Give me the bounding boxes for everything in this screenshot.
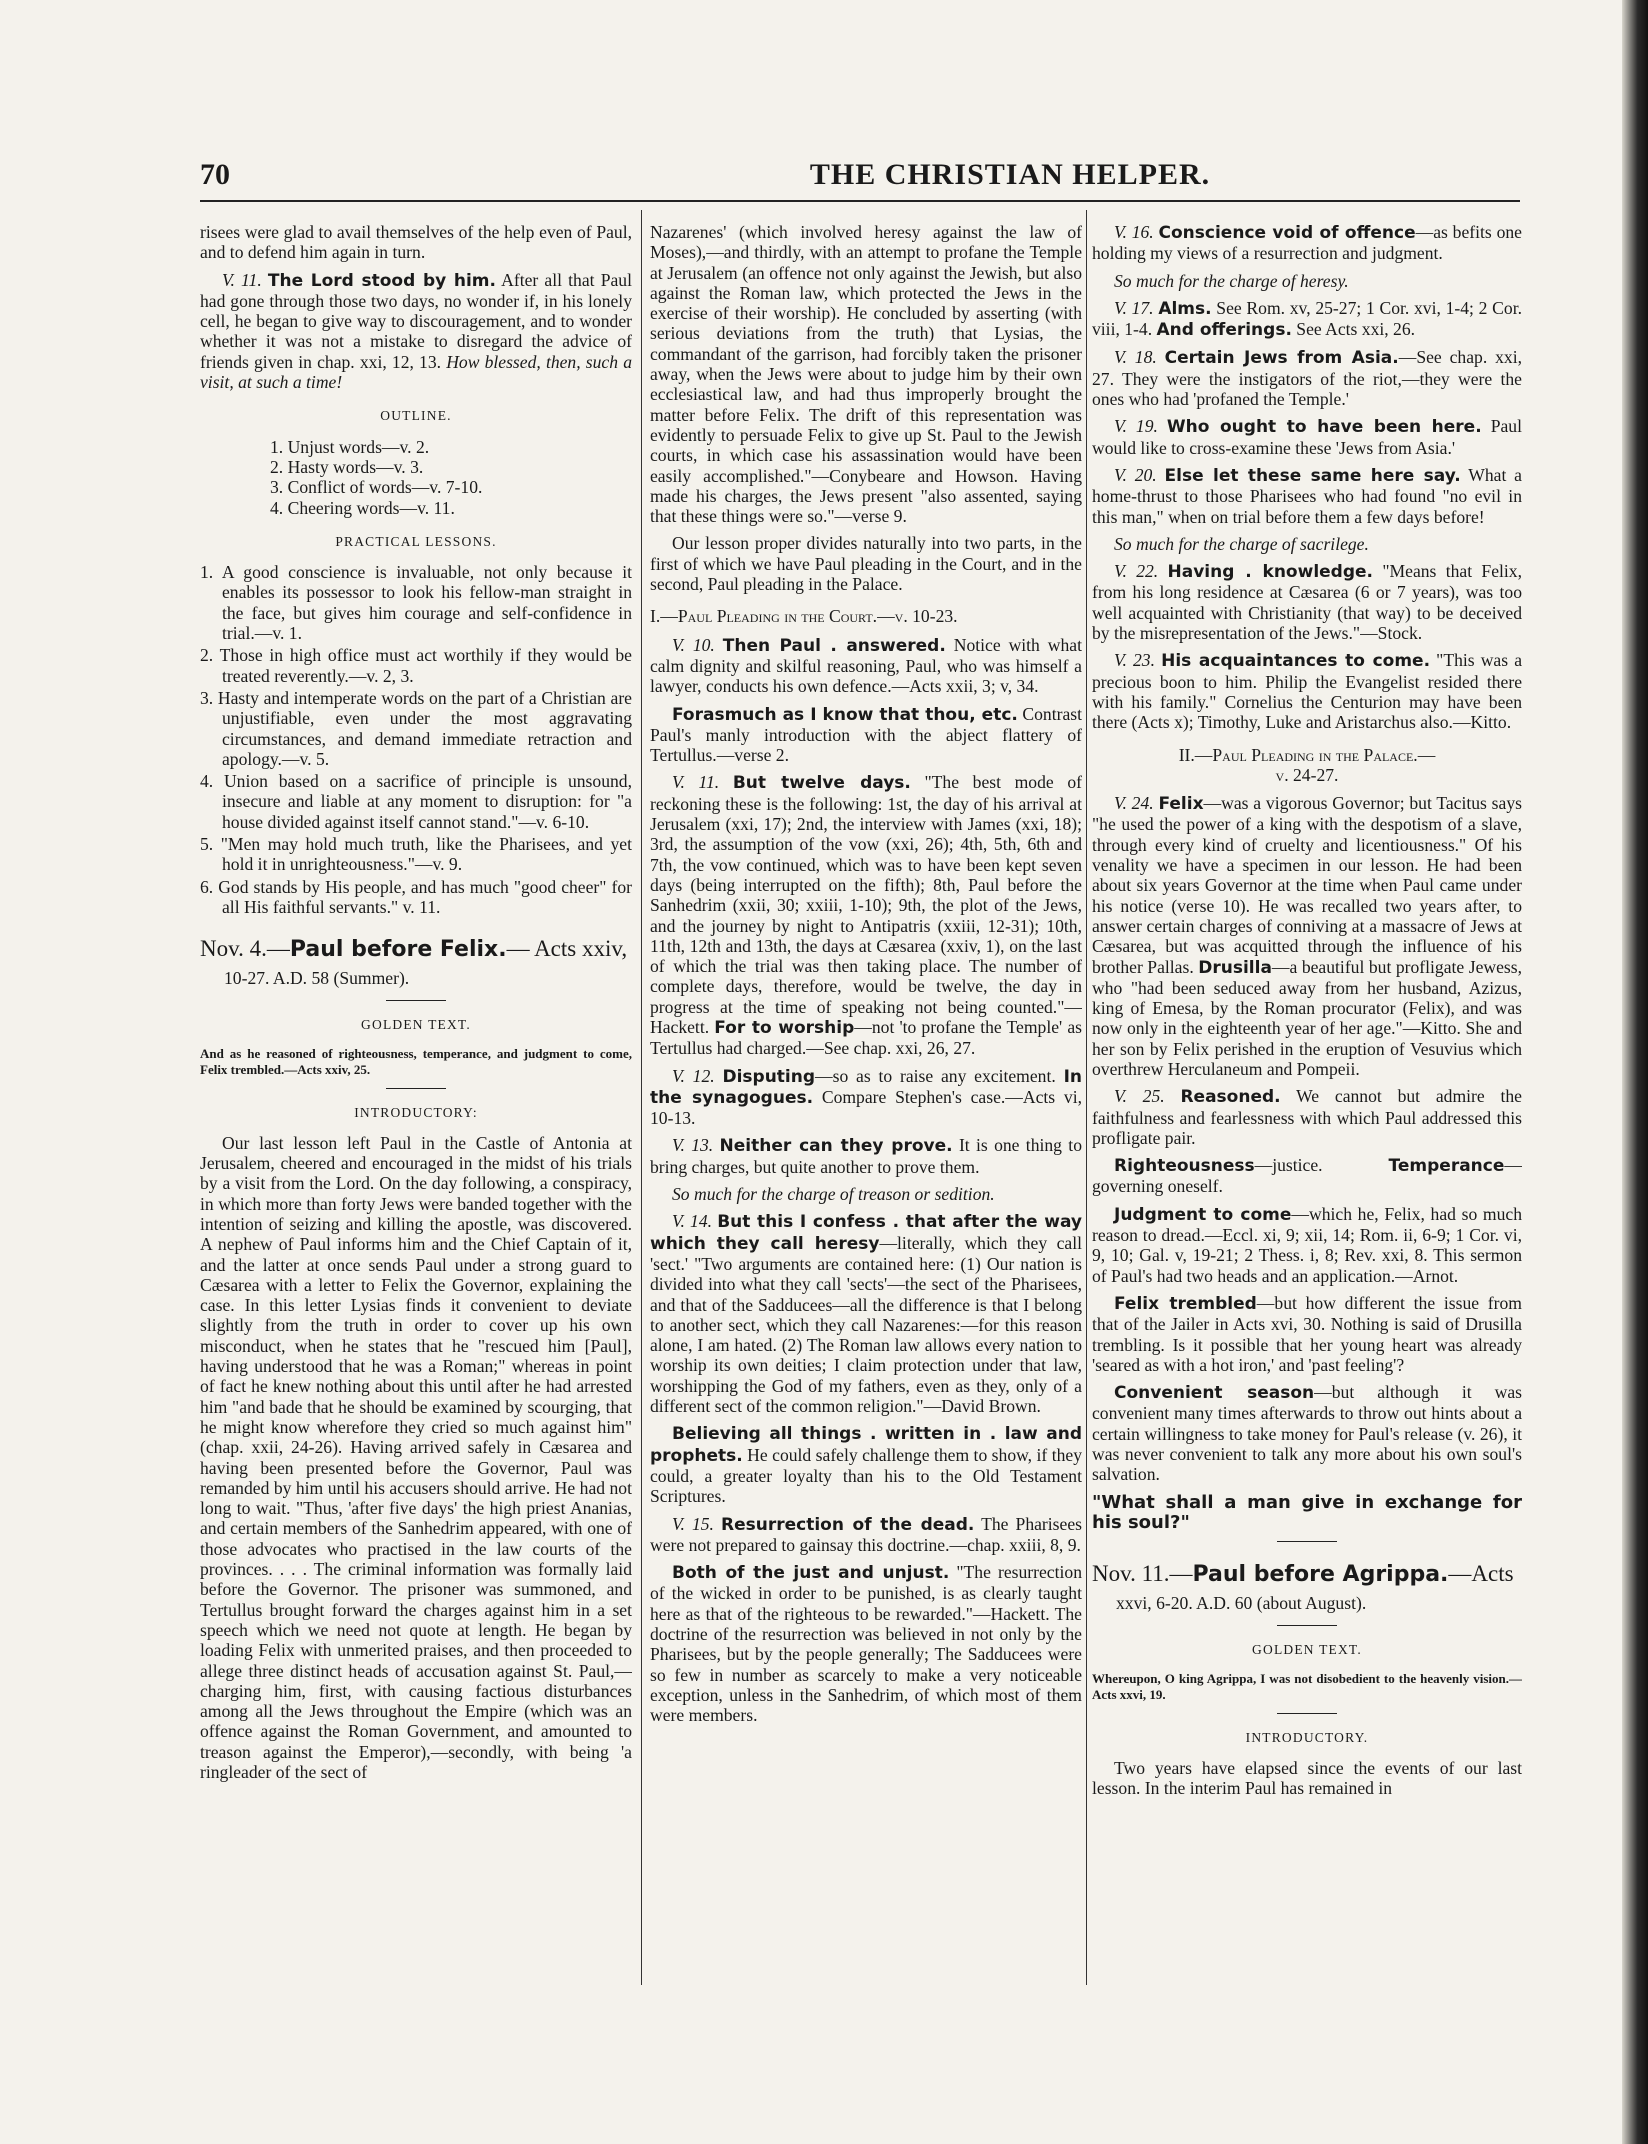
lesson-title: Nov. 11.—Paul before Agrippa.—Acts xxvi, 6-20. A.D. 60 (about August).	[1092, 1560, 1522, 1617]
column-left	[200, 222, 632, 1982]
golden-text: And as he reasoned of righteousness, temperance, and judgment to come, Felix trembled.—Acts xxiv, 25.	[200, 1045, 632, 1077]
list-item: 4. Cheering words—v. 11.	[270, 497, 455, 518]
paragraph: V. 13. Neither can they prove. It is one thing to bring charges, but quite another to prove them.	[650, 1135, 1082, 1177]
paragraph: V. 25. Reasoned. We cannot but admire the faithfulness and fearlessness with which Paul addressed this profligate pair.	[1092, 1086, 1522, 1148]
paragraph: V. 14. But this I confess . that after the way which they call heresy—literally, which they call 'sect.' "Two arguments are contained here: (1) Our nation is divided into what they call 'sects'—the sect of the Pharisees, and that of the Sadducees—all the difference is that I belong to another sect, which they call Nazarenes:—for this reason alone, I am hated. (2) The Roman law allows every nation to worship its own deities; I claim protection under that law, worshipping the God of my fathers, even as they, only of a different sect of the common religion."—David Brown.	[650, 1211, 1082, 1417]
paragraph: Forasmuch as I know that thou, etc. Contrast Paul's manly introduction with the abject flattery of Tertullus.—verse 2.	[650, 703, 1082, 766]
paragraph: V. 20. Else let these same here say. What a home-thrust to those Pharisees who had found "no evil in this man," when on trial before them a few days before!	[1092, 464, 1522, 527]
page-number: 70	[200, 158, 230, 191]
column-right	[1092, 222, 1522, 1982]
lesson-reference: xxvi, 6-20. A.D. 60 (about August).	[1116, 1593, 1367, 1614]
list-item: 4. Union based on a sacrifice of principle is unsound, insecure and liable at any moment to disruption: for "a house divided against itself cannot stand."—v. 6-10.	[200, 771, 632, 832]
paragraph: Both of the just and unjust. "The resurrection of the wicked in order to be punished, is as clearly taught here as that of the righteous to be rewarded."—Hackett. The doctrine of the resurrection was believed in not only by the Pharisees, but by the people generally; The Sadducees were so few in number as scarcely to make a very noticeable exception, unless in the Sanhedrim, of which most of them were members.	[650, 1562, 1082, 1726]
introductory-heading: INTRODUCTORY.	[1245, 1729, 1369, 1745]
lessons-heading: PRACTICAL LESSONS.	[335, 533, 497, 549]
divider	[386, 1088, 446, 1089]
paragraph: V. 23. His acquaintances to come. "This was a precious boon to him. Philip the Evangelist resided there with his family." Cornelius the Centurion may have been there (Acts x); Timothy, Luke and Aristarchus also.—Kitto.	[1092, 650, 1522, 733]
introductory-heading: INTRODUCTORY:	[354, 1104, 478, 1120]
list-item: 3. Conflict of words—v. 7-10.	[270, 477, 483, 498]
list-item: 1. A good conscience is invaluable, not only because it enables its possessor to look his fellow-man straight in the face, but gives him courage and self-confidence in trial.—v. 1.	[200, 562, 632, 644]
list-item: 2. Hasty words—v. 3.	[270, 456, 424, 477]
golden-text-heading: GOLDEN TEXT.	[1252, 1642, 1362, 1658]
paragraph: V. 24. Felix—was a vigorous Governor; but Tacitus says "he used the power of a king with the despotism of a slave, through every kind of cruelty and licentiousness." Of his venality we have a specimen in our lesson. He had been about six years Governor at the time when Paul came under his notice (verse 10). He was recalled two years after, to answer certain charges of conniving at a massacre of Jews at Cæsarea, but was acquitted through the influence of his brother Pallas. Drusilla—a beautiful but profligate Jewess, who "had been seduced away from her husband, Azizus, king of Emesa, by the Roman procurator (Felix), and was now only in the eighteenth year of her age."—Kitto. She and her son by Felix perished in the eruption of Vesuvius which overthrew Herculaneum and Pompeii.	[1092, 793, 1522, 1079]
paragraph: V. 12. Disputing—so as to raise any excitement. In the synagogues. Compare Stephen's case.—Acts vi, 10-13.	[650, 1065, 1082, 1129]
page-header	[200, 150, 1520, 202]
paragraph: V. 10. Then Paul . answered. Notice with what calm dignity and skilful reasoning, Paul, who was himself a lawyer, conducts his own defence.—Acts xxii, 3; v, 34.	[650, 634, 1082, 697]
divider	[1277, 1541, 1337, 1542]
column-divider	[641, 210, 642, 1985]
lesson-reference: 10-27. A.D. 58 (Summer).	[224, 968, 410, 989]
summary-line: So much for the charge of treason or sedition.	[672, 1184, 995, 1205]
list-item: 1. Unjust words—v. 2.	[270, 436, 430, 457]
paragraph: risees were glad to avail themselves of the help even of Paul, and to defend him again in turn.	[200, 222, 632, 263]
paragraph: V. 11. But twelve days. "The best mode of reckoning these is the following: 1st, the day of his arrival at Jerusalem (xxi, 17); 2nd, the interview with James (xxi, 18); 3rd, the assumption of the vow (xxi, 26); 4th, 5th, 6th and 7th, the vow continued, which was to have been kept seven days (being interrupted on the fifth); 8th, Paul before the Sanhedrim (xxii, 30; xxiii, 1-10); 9th, the plot of the Jews, and the journey by night to Antipatris (xxiii, 12-31); 10th, 11th, 12th and 13th, the days at Cæsarea (xxiv, 1), on the last of which the trial was then taking place. The number of complete days, therefore, would be twelve, the day in progress at the time of speaking not being counted."—Hackett. For to worship—not 'to profane the Temple' as Tertullus had charged.—See chap. xxi, 26, 27.	[650, 772, 1082, 1059]
column-middle	[650, 222, 1082, 1982]
golden-text-heading: GOLDEN TEXT.	[361, 1017, 471, 1033]
paragraph: V. 22. Having . knowledge. "Means that Felix, from his long residence at Cæsarea (6 or 7 years), was too well acquainted with Christianity (that way) to be deceived by the misrepresentation of the Jews."—Stock.	[1092, 561, 1522, 644]
list-item: 5. "Men may hold much truth, like the Pharisees, and yet hold it in unrighteousness."—v. 9.	[200, 834, 632, 875]
paragraph: Nazarenes' (which involved heresy against the law of Moses),—and thirdly, with an attempt to profane the Temple at Jerusalem (an offence not only against the Jewish, but also against the Roman law, which protected the Jews in the exercise of their worship). He concluded by asserting (with serious deviations from the truth) that Lysias, the commandant of the garrison, had forcibly taken the prisoner away, when the Jews were about to judge him by their own ecclesiastical law, and had thus improperly brought the matter before Felix. The drift of this representation was evidently to persuade Felix to give up St. Paul to the Jewish courts, in which case his assassination would have been easily accomplished."—Conybeare and Howson. Having made his charges, the Jews present "also assented, saying that these things were so."—verse 9.	[650, 222, 1082, 527]
summary-line: So much for the charge of sacrilege.	[1114, 533, 1369, 554]
summary-line: So much for the charge of heresy.	[1114, 270, 1349, 291]
list-item: 2. Those in high office must act worthily if they would be treated reverently.—v. 2, 3.	[200, 645, 632, 686]
paragraph: V. 16. Conscience void of offence—as befits one holding my views of a resurrection and judgment.	[1092, 222, 1522, 264]
paragraph: Judgment to come—which he, Felix, had so much reason to dread.—Eccl. xi, 9; xii, 14; Rom. ii, 6-9; 1 Cor. vi, 9, 10; Gal. v, 19-21; 2 Thess. i, 8; Rev. xxi, 8. This sermon of Paul's had two heads and an application.—Arnot.	[1092, 1203, 1522, 1286]
paragraph: V. 15. Resurrection of the dead. The Pharisees were not prepared to gainsay this doctrine.—chap. xxiii, 8, 9.	[650, 1513, 1082, 1555]
divider	[386, 1000, 446, 1001]
section-heading: I.—Paul Pleading in the Court.—v. 10-23.	[650, 606, 958, 627]
paragraph: Our last lesson left Paul in the Castle of Antonia at Jerusalem, cheered and encouraged in the midst of his trials by a visit from the Lord. On the day following, a conspiracy, in which more than forty Jews were banded together with the intention of seizing and killing the apostle, was discovered. A nephew of Paul informs him and the Chief Captain of it, and the latter at once sends Paul under a strong guard to Cæsarea with a letter to Felix the Governor, explaining the case. In this letter Lysias finds it convenient to deviate slightly from the truth in order to cover up his own misconduct, when he states that he "rescued him [Paul], having understood that he was a Roman;" whereas in point of fact he knew nothing about this until after he had arrested him "and bade that he should be examined by scourging, that he might know wherefore they cried so much against him" (chap. xxii, 24-26). Having arrived safely in Cæsarea and having been presented before the Governor, Paul was remanded by him until his accusers should arrive. He had not long to wait. "Thus, 'after five days' the high priest Ananias, and certain members of the Sanhedrim appeared, with one of those advocates who practised in the law courts of the provinces. . . . The criminal information was formally laid before the Governor. The prisoner was summoned, and Tertullus brought forward the charges against him in a set speech which we need not quote at length. He began by loading Felix with unmerited praises, and then proceeded to allege three distinct heads of accusation against St. Paul,—charging him, first, with causing factious disturbances among all the Jews throughout the Empire (which was an offence against the Roman Government, and amounted to treason against the Emperor),—secondly, with being 'a ringleader of the sect of	[200, 1132, 632, 1782]
golden-text: Whereupon, O king Agrippa, I was not disobedient to the heavenly vision.—Acts xxvi, 19.	[1092, 1670, 1522, 1702]
divider	[1277, 1625, 1337, 1626]
column-divider	[1086, 210, 1087, 1985]
paragraph: V. 18. Certain Jews from Asia.—See chap. xxi, 27. They were the instigators of the riot,—they were the ones who had 'profaned the Temple.'	[1092, 347, 1522, 410]
paragraph: V. 19. Who ought to have been here. Paul would like to cross-examine these 'Jews from Asia.'	[1092, 416, 1522, 458]
list-item: 6. God stands by His people, and has much "good cheer" for all His faithful servants." v. 11.	[200, 876, 632, 917]
paragraph: Our lesson proper divides naturally into two parts, in the first of which we have Paul pleading in the Court, and in the second, Paul pleading in the Palace.	[650, 533, 1082, 595]
paragraph: V. 17. Alms. See Rom. xv, 25-27; 1 Cor. xvi, 1-4; 2 Cor. viii, 1-4. And offerings. See Acts xxi, 26.	[1092, 297, 1522, 341]
page-edge	[1622, 0, 1648, 2144]
paragraph: Felix trembled—but how different the issue from that of the Jailer in Acts xvi, 30. Nothing is said of Drusilla trembling. Is it possible that her young heart was already 'seared as with a hot iron,' and 'past feeling'?	[1092, 1292, 1522, 1375]
paragraph: Convenient season—but although it was convenient many times afterwards to throw out hints about a certain willingness to take money for Paul's release (v. 26), it was never convenient to talk any more about his own soul's salvation.	[1092, 1382, 1522, 1485]
lesson-title: Nov. 4.—Paul before Felix.— Acts xxiv, 10-27. A.D. 58 (Summer).	[200, 935, 632, 992]
section-heading: II.—Paul Pleading in the Palace.— v. 24-27.	[1178, 744, 1436, 785]
closing-question: "What shall a man give in exchange for his soul?"	[1092, 1491, 1522, 1533]
outline-list	[270, 437, 632, 518]
outline-heading: OUTLINE.	[380, 408, 452, 424]
divider	[1277, 1713, 1337, 1714]
paragraph: V. 11. The Lord stood by him. After all that Paul had gone through those two days, no wonder if, in his lonely cell, he began to give way to discouragement, and to wonder whether it was not a mistake to disregard the advice of friends given in chap. xxi, 12, 13. How blessed, then, such a visit, at such a time!	[200, 269, 632, 393]
paragraph: Two years have elapsed since the events of our last lesson. In the interim Paul has remained in	[1092, 1757, 1522, 1799]
paragraph: Believing all things . written in . law and prophets. He could safely challenge them to show, if they could, a greater loyalty than his to the Old Testament Scriptures.	[650, 1424, 1082, 1507]
paragraph: Righteousness—justice. Temperance—governing oneself.	[1092, 1155, 1522, 1197]
lessons-list	[200, 562, 632, 917]
list-item: 3. Hasty and intemperate words on the part of a Christian are unjustifiable, even under the most aggravating circumstances, and demand immediate retraction and apology.—v. 5.	[200, 687, 632, 769]
running-head: THE CHRISTIAN HELPER.	[809, 158, 1211, 191]
